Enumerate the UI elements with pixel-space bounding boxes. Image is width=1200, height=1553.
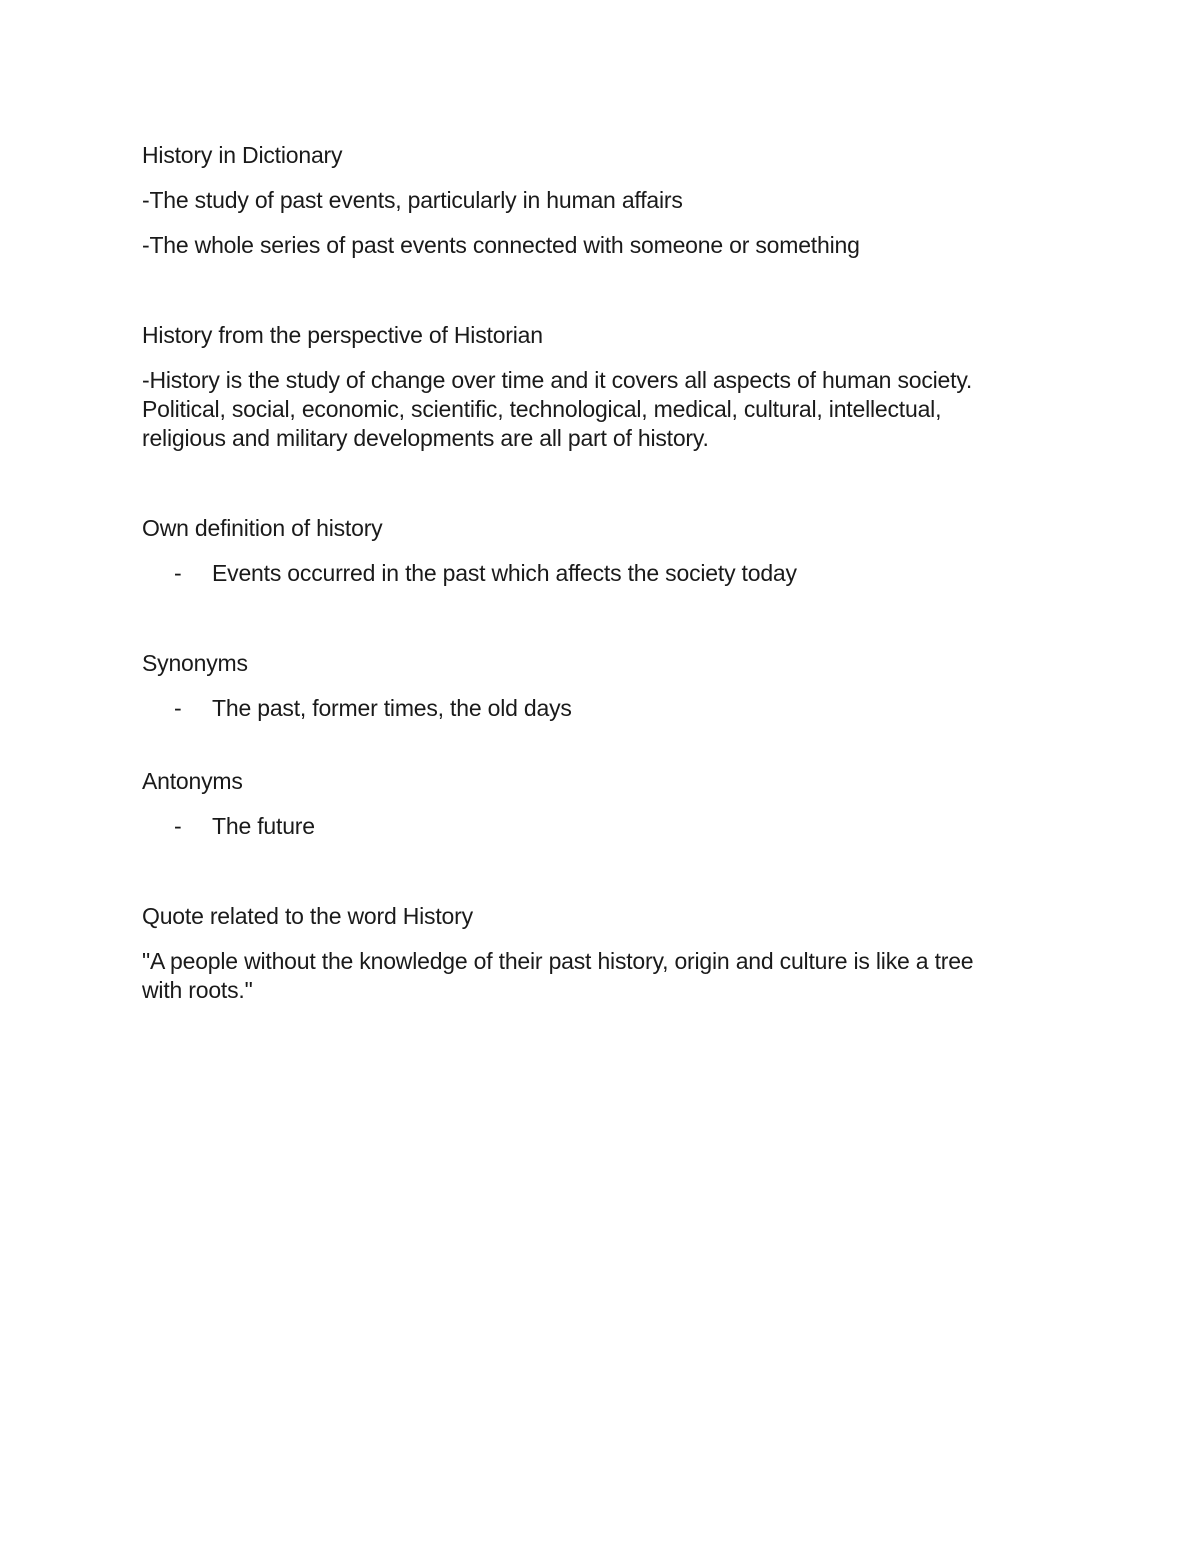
section-heading-own-definition: Own definition of history [142,515,383,541]
bullet-dash: - [174,560,182,586]
section-heading-antonyms: Antonyms [142,768,243,794]
quote-line-2: with roots." [142,977,253,1003]
antonyms-text: The future [212,813,315,839]
own-definition-text: Events occurred in the past which affects the society today [212,560,797,586]
bullet-dash: - [174,695,182,721]
section-heading-quote: Quote related to the word History [142,903,473,929]
quote-line-1: "A people without the knowledge of their past history, origin and culture is like a tree [142,948,974,974]
dictionary-definition-2: -The whole series of past events connected with someone or something [142,232,860,258]
section-heading-synonyms: Synonyms [142,650,248,676]
historian-paragraph-line-1: -History is the study of change over time and it covers all aspects of human society. [142,367,973,393]
section-heading-historian: History from the perspective of Historian [142,322,543,348]
synonyms-text: The past, former times, the old days [212,695,572,721]
historian-paragraph-line-2: Political, social, economic, scientific, technological, medical, cultural, intellectual, [142,396,942,422]
section-heading-dictionary: History in Dictionary [142,142,343,168]
dictionary-definition-1: -The study of past events, particularly in human affairs [142,187,683,213]
bullet-dash: - [174,813,182,839]
historian-paragraph-line-3: religious and military developments are all part of history. [142,425,709,451]
